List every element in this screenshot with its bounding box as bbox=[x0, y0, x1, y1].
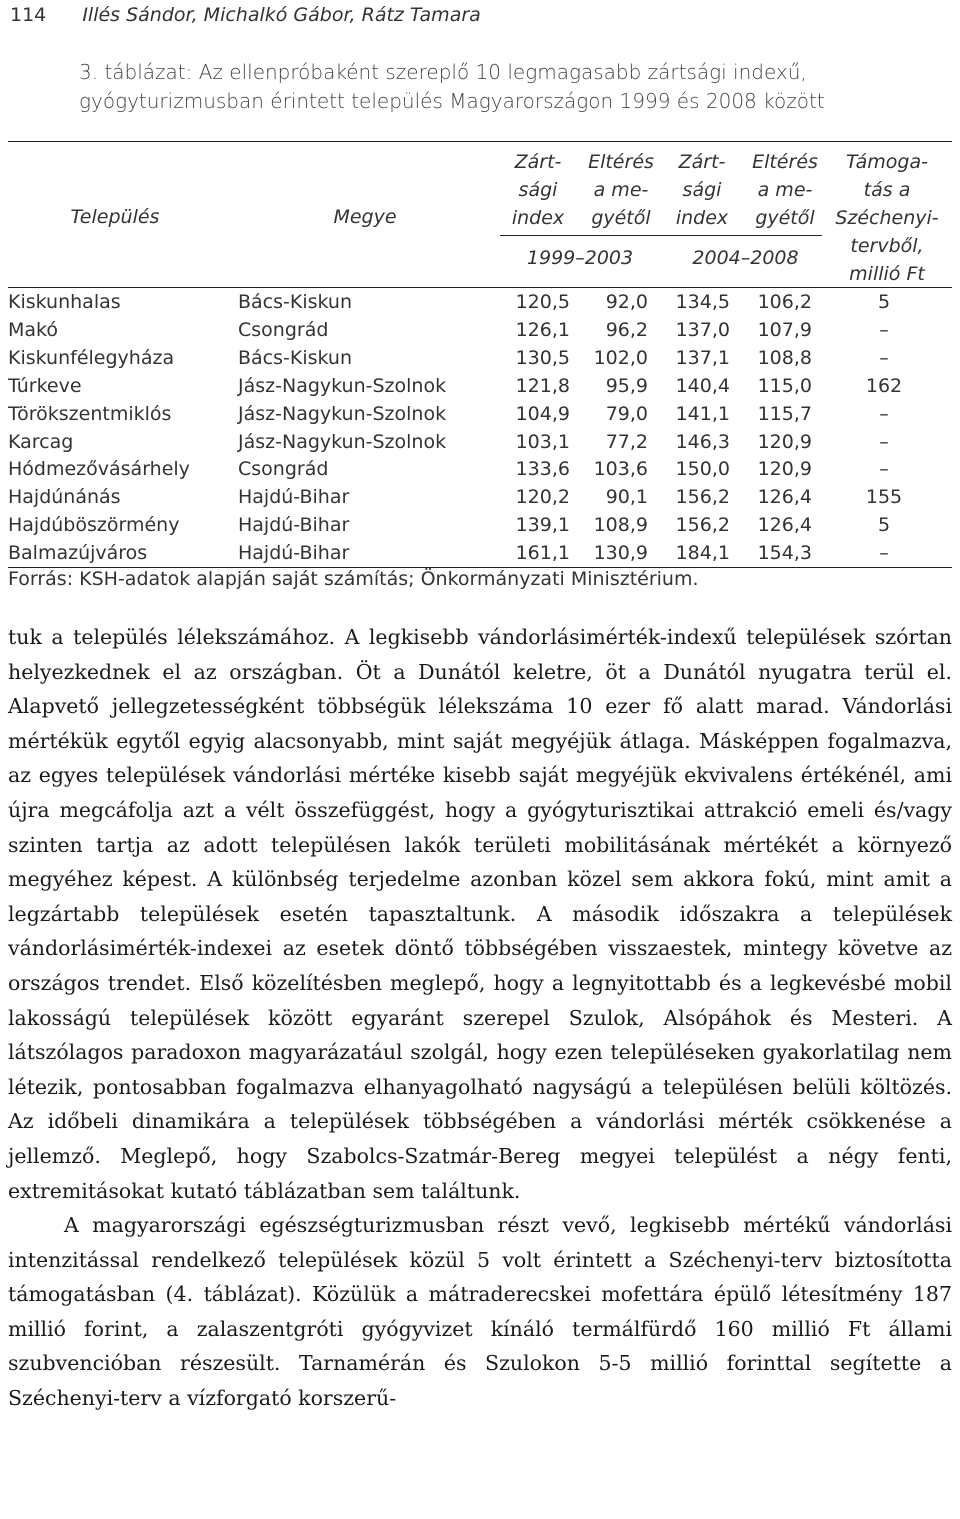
cell-megye: Hajdú-Bihar bbox=[238, 514, 350, 537]
cell-tamogatas: – bbox=[879, 318, 889, 341]
cell-zartsagi-index-1: 133,6 bbox=[515, 458, 570, 481]
cell-tamogatas: 5 bbox=[877, 291, 891, 313]
cell-telepules: Törökszentmiklós bbox=[8, 402, 172, 425]
header-line: gyétől bbox=[591, 207, 651, 229]
cell-megye: Csongrád bbox=[238, 458, 329, 481]
table-caption: 3. táblázat: Az ellenpróbaként szereplő 10 legmagasabb zártsági indexű, gyógyturizmusban érintett település Magyarországon 1999 és 2008 között bbox=[79, 60, 825, 113]
cell-elteres-2: 107,9 bbox=[757, 318, 812, 341]
table-source: Forrás: KSH-adatok alapján saját számítás; Önkormányzati Minisztérium. bbox=[8, 568, 699, 590]
cell-zartsagi-index-1: 120,2 bbox=[515, 486, 570, 509]
cell-elteres-1: 103,6 bbox=[593, 458, 648, 481]
header-line: Eltérés bbox=[588, 151, 654, 173]
cell-megye: Hajdú-Bihar bbox=[238, 486, 350, 509]
header-line: Zárt- bbox=[678, 151, 726, 173]
cell-elteres-2: 115,7 bbox=[757, 402, 812, 425]
cell-elteres-1: 92,0 bbox=[605, 291, 648, 313]
cell-tamogatas: 5 bbox=[877, 514, 891, 537]
header-bottom-rule bbox=[8, 287, 952, 288]
cell-elteres-2: 126,4 bbox=[757, 514, 812, 537]
cell-elteres-1: 102,0 bbox=[593, 346, 648, 369]
cell-tamogatas: – bbox=[879, 430, 889, 453]
cell-elteres-1: 130,9 bbox=[593, 542, 648, 565]
running-head bbox=[10, 4, 481, 26]
cell-zartsagi-index-1: 139,1 bbox=[515, 514, 570, 537]
cell-zartsagi-index-2: 140,4 bbox=[675, 374, 730, 397]
cell-zartsagi-index-1: 130,5 bbox=[515, 346, 570, 369]
paragraph: tuk a település lélekszámához. A legkisebb vándorlásimérték-indexű települések szórtan helyezkednek el az országban. Öt a Dunától keletre, öt a Dunától nyugatra terül el. Alapvető jellegzetességként többségük lélekszáma 10 ezer fő alatt marad. Vándorlási mértékük egytől egyig alacsonyabb, mint saját megyéjük átlaga. Másképpen fogalmazva, az egyes települések vándorlási mértéke kisebb saját megyéjük ekvivalens értékénél, ami újra megcáfolja azt a vélt összefüggést, hogy a gyógyturisztikai attrakció emeli és/vagy szinten tartja az adott településen lakók területi mobilitásának mértékét a környező megyéhez képest. A különbség terjedelme azonban közel sem akkora fokú, mint amit a legzártabb települések esetén tapasztaltunk. A második időszakra a települések vándorlásimérték-indexei az esetek döntő többségében visszaestek, mintegy követve az országos trendet. Első közelítésben meglepő, hogy a legnyitottabb és a legkevésbé mobil lakosságú települések között egyaránt szerepel Szulok, Alsópáhok és Mesteri. A látszólagos paradoxon magyarázatául szolgál, hogy ezen településeken gyakorlatilag nem létezik, pontosabban fogalmazva elhanyagolható nagyságú a településen belüli költözés. Az időbeli dinamikára a települések többségében a vándorlási mérték csökkenése a jellemző. Meglepő, hogy Szabolcs-Szatmár-Bereg megyei települést a négy fenti, extremitásokat kutató táblázatban sem találtunk. bbox=[8, 625, 952, 1203]
cell-tamogatas: – bbox=[879, 402, 889, 425]
cell-elteres-1: 95,9 bbox=[605, 374, 648, 397]
header-elteres-2 bbox=[742, 148, 828, 232]
cell-telepules: Kiskunhalas bbox=[8, 291, 121, 313]
cell-zartsagi-index-1: 103,1 bbox=[515, 430, 570, 453]
cell-elteres-1: 77,2 bbox=[605, 430, 648, 453]
header-period-2: 2004–2008 bbox=[692, 247, 799, 269]
cell-telepules: Makó bbox=[8, 318, 58, 341]
cell-elteres-1: 108,9 bbox=[593, 514, 648, 537]
header-line: gyétől bbox=[755, 207, 815, 229]
header-line: sági bbox=[518, 179, 558, 201]
cell-zartsagi-index-1: 126,1 bbox=[515, 318, 570, 341]
body-text bbox=[8, 620, 952, 1416]
cell-megye: Bács-Kiskun bbox=[238, 291, 353, 313]
cell-telepules: Hajdúnánás bbox=[8, 486, 121, 509]
cell-elteres-2: 115,0 bbox=[757, 374, 812, 397]
cell-elteres-1: 90,1 bbox=[605, 486, 648, 509]
cell-zartsagi-index-1: 104,9 bbox=[515, 402, 570, 425]
cell-elteres-2: 120,9 bbox=[757, 430, 812, 453]
header-tamogatas bbox=[828, 148, 946, 288]
cell-elteres-1: 96,2 bbox=[605, 318, 648, 341]
header-line: index bbox=[675, 207, 729, 229]
cell-elteres-2: 154,3 bbox=[757, 542, 812, 565]
cell-tamogatas: – bbox=[879, 542, 889, 565]
cell-tamogatas: – bbox=[879, 458, 889, 481]
cell-telepules: Kiskunfélegyháza bbox=[8, 346, 175, 369]
table-top-rule bbox=[8, 141, 952, 142]
header-line: millió Ft bbox=[849, 263, 925, 285]
cell-megye: Bács-Kiskun bbox=[238, 346, 353, 369]
header-sub-rule bbox=[500, 235, 822, 236]
cell-zartsagi-index-2: 156,2 bbox=[675, 486, 730, 509]
header-line: Zárt- bbox=[514, 151, 562, 173]
cell-telepules: Hajdúböszörmény bbox=[8, 514, 180, 537]
cell-megye: Jász-Nagykun-Szolnok bbox=[238, 402, 447, 425]
cell-zartsagi-index-2: 141,1 bbox=[675, 402, 730, 425]
cell-tamogatas: – bbox=[879, 346, 889, 369]
cell-megye: Hajdú-Bihar bbox=[238, 542, 350, 565]
cell-telepules: Túrkeve bbox=[8, 374, 82, 397]
cell-megye: Csongrád bbox=[238, 318, 329, 341]
cell-telepules: Balmazújváros bbox=[8, 542, 148, 565]
header-elteres-1 bbox=[578, 148, 664, 232]
header-megye: Megye bbox=[333, 206, 397, 228]
cell-elteres-1: 79,0 bbox=[605, 402, 648, 425]
cell-zartsagi-index-2: 134,5 bbox=[675, 291, 730, 313]
cell-zartsagi-index-2: 184,1 bbox=[675, 542, 730, 565]
page-number: 114 bbox=[10, 4, 47, 26]
header-line: a me- bbox=[593, 179, 649, 201]
cell-megye: Jász-Nagykun-Szolnok bbox=[238, 374, 447, 397]
header-line: sági bbox=[682, 179, 722, 201]
cell-elteres-2: 126,4 bbox=[757, 486, 812, 509]
cell-zartsagi-index-1: 120,5 bbox=[515, 291, 570, 313]
cell-tamogatas: 162 bbox=[865, 374, 903, 397]
header-line: index bbox=[511, 207, 565, 229]
cell-zartsagi-index-2: 137,1 bbox=[675, 346, 730, 369]
cell-elteres-2: 106,2 bbox=[757, 291, 812, 313]
header-zartsagi-index-1 bbox=[500, 148, 576, 232]
cell-telepules: Karcag bbox=[8, 430, 74, 453]
header-line: Támoga- bbox=[846, 151, 928, 173]
header-line: tás a bbox=[863, 179, 911, 201]
cell-megye: Jász-Nagykun-Szolnok bbox=[238, 430, 447, 453]
cell-zartsagi-index-1: 121,8 bbox=[515, 374, 570, 397]
cell-elteres-2: 108,8 bbox=[757, 346, 812, 369]
cell-zartsagi-index-2: 137,0 bbox=[675, 318, 730, 341]
header-line: a me- bbox=[757, 179, 813, 201]
cell-tamogatas: 155 bbox=[865, 486, 903, 509]
cell-zartsagi-index-2: 156,2 bbox=[675, 514, 730, 537]
cell-zartsagi-index-1: 161,1 bbox=[515, 542, 570, 565]
paragraph: A magyarországi egészségturizmusban részt vevő, legkisebb mértékű vándorlási intenzitással rendelkező települések közül 5 volt érintett a Széchenyi-terv biztosította támogatásban (4. táblázat). Közülük a mátraderecskei mofettára épülő létesítmény 187 millió forint, a zalaszentgróti gyógyvizet kínáló termálfürdő 160 millió Ft állami szubvencióban részesült. Tarnamérán és Szulokon 5-5 millió forinttal segítette a Széchenyi-terv a vízforgató korszerű- bbox=[8, 1213, 952, 1411]
cell-zartsagi-index-2: 150,0 bbox=[675, 458, 730, 481]
header-line: tervből, bbox=[850, 235, 924, 257]
header-telepules: Település bbox=[70, 206, 160, 228]
cell-telepules: Hódmezővásárhely bbox=[8, 458, 190, 481]
header-line: Széchenyi- bbox=[835, 207, 939, 229]
cell-elteres-2: 120,9 bbox=[757, 458, 812, 481]
cell-zartsagi-index-2: 146,3 bbox=[675, 430, 730, 453]
running-head-authors: Illés Sándor, Michalkó Gábor, Rátz Tamara bbox=[82, 4, 481, 26]
header-zartsagi-index-2 bbox=[664, 148, 740, 232]
header-line: Eltérés bbox=[752, 151, 818, 173]
header-period-1: 1999–2003 bbox=[526, 247, 634, 269]
